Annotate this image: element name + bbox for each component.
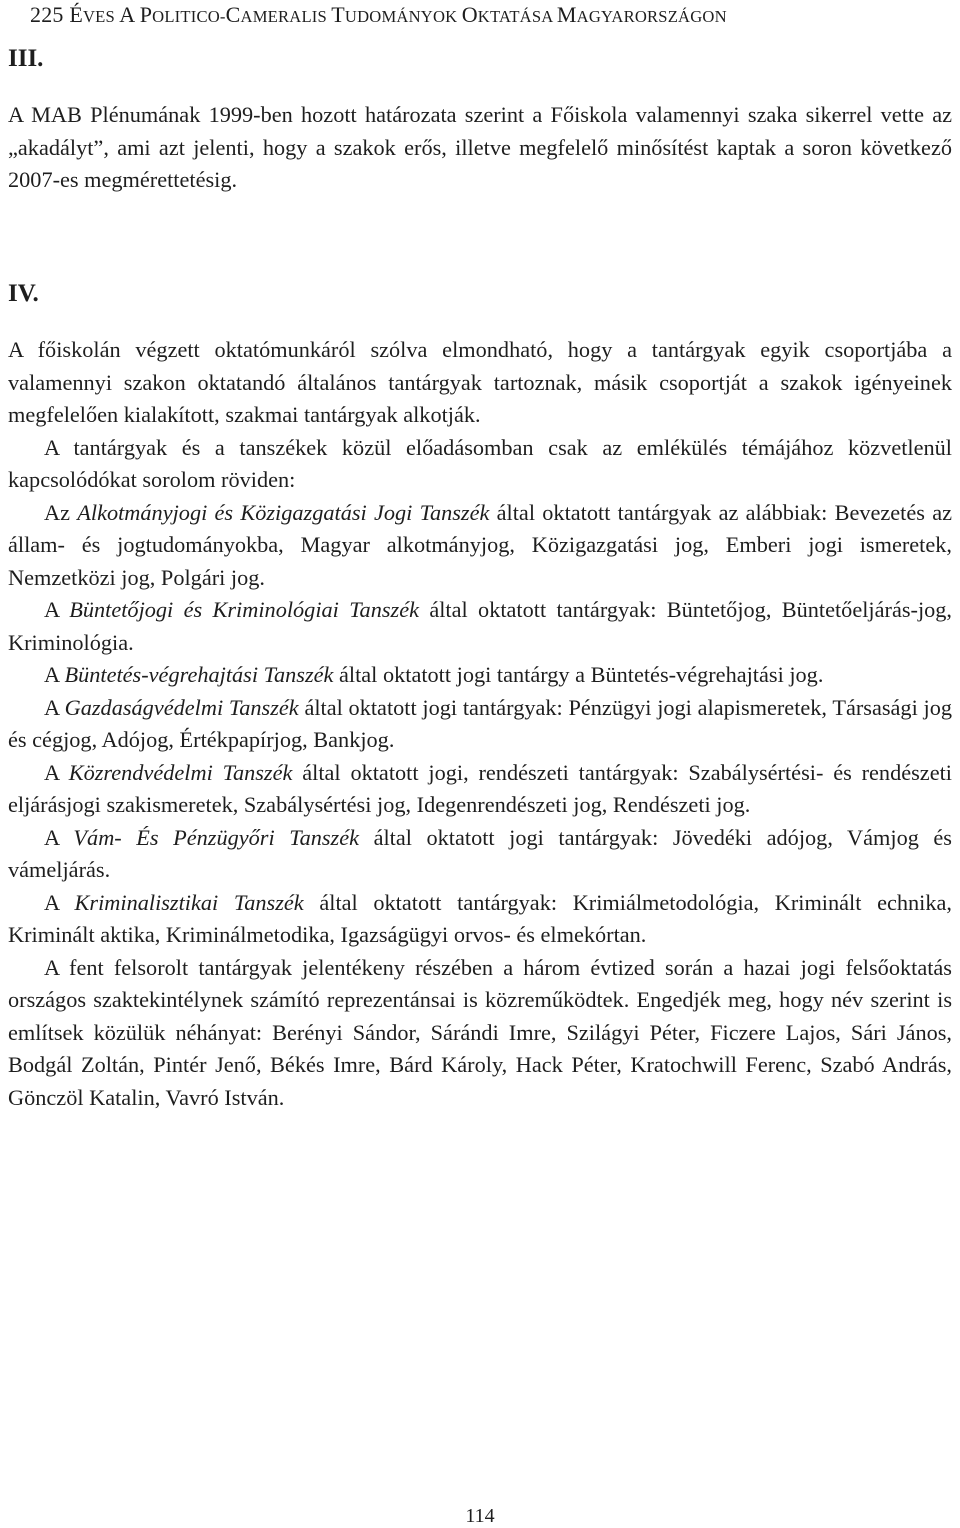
lead-paragraph: A tantárgyak és a tanszékek közül előadásomban csak az emlékülés témájához közvetlenül kapcsolódókat sorolom röviden: (8, 434, 952, 492)
section-3-paragraph (8, 99, 952, 197)
department-paragraph: A Gazdaságvédelmi Tanszék által oktatott jogi tantárgyak: Pénzügyi jogi alapismeretek, Társasági jog és cégjog, Adójog, Értékpapírjog, Bankjog. (8, 694, 952, 752)
section-3-heading: III. (8, 45, 44, 72)
department-name: Vám- És Pénzügyőri Tanszék (73, 824, 360, 850)
department-paragraph: A Vám- És Pénzügyőri Tanszék által oktatott jogi tantárgyak: Jövedéki adójog, Vámjog és vámeljárás. (8, 824, 952, 882)
header-w3: CAMERALIS (225, 2, 332, 27)
header-w2: POLITICO- (139, 2, 226, 27)
department-paragraph: A Közrendvédelmi Tanszék által oktatott jogi, rendészeti tantárgyak: Szabálysértési- és rendészeti eljárásjogi szakismeretek, Szabálysértési jog, Idegenrendészeti jog, Rendészeti jog. (8, 759, 952, 817)
department-name: Büntetőjogi és Kriminológiai Tanszék (69, 597, 419, 622)
department-paragraph: Az Alkotmányjogi és Közigazgatási Jogi Tanszék által oktatott tantárgyak az alábbiak: Bevezetés az állam- és jogtudományokba, Magyar alkotmányjog, Közigazgatási jog, Emberi jogi ismeretek, Nemzetközi jog, Polgári jog. (8, 499, 952, 590)
intro-paragraph: A főiskolán végzett oktatómunkáról szólva elmondható, hogy a tantárgyak egyik csoportjába a valamennyi szakon oktatandó általános tantárgyak tartoznak, másik csoportját a szakok igényeinek megfelelően kialakított, szakmai tantárgyak alkotják. (8, 337, 952, 427)
running-header (30, 2, 950, 28)
department-paragraph: A Kriminalisztikai Tanszék által oktatott tantárgyak: Krimiálmetodológia, Kriminált echnika, Kriminált aktika, Kriminálmetodika, Igazságügyi orvos- és elmekórtan. (8, 889, 952, 947)
header-w0: ÉVES (69, 2, 120, 27)
department-name: Gazdaságvédelmi Tanszék (64, 694, 299, 720)
closing-paragraph: A fent felsorolt tantárgyak jelentékeny részében a három évtized során a hazai jogi felsőoktatás országos szaktekintélynek számító reprezentánsai is közreműködtek. Engedjék meg, hogy név szerint is említsek közülük néhányat: Berényi Sándor, Sárándi Imre, Szilágyi Péter, Ficzere Lajos, Sári János, Bodgál Zoltán, Pintér Jenő, Békés Imre, Bárd Károly, Hack Péter, Kratochwill Ferenc, Szabó András, Gönczöl Katalin, Vavró István. (8, 954, 952, 1110)
page-number: 114 (465, 1505, 495, 1527)
header-w5: OKTATÁSA (461, 2, 557, 27)
department-name: Közrendvédelmi Tanszék (68, 759, 293, 785)
department-name: Büntetés-végrehajtási Tanszék (64, 662, 334, 687)
department-paragraph: A Büntetés-végrehajtási Tanszék által oktatott jogi tantárgy a Büntetés-végrehajtási jog. (44, 662, 824, 687)
section-4-heading: IV. (8, 280, 39, 307)
section-4-body (8, 334, 952, 1114)
department-name: Kriminalisztikai Tanszék (74, 889, 304, 915)
header-prefix: 225 (30, 2, 70, 27)
header-w6: MAGYARORSZÁGON (556, 2, 727, 27)
header-w1: A (119, 2, 136, 27)
header-w4: TUDOMÁNYOK (331, 2, 462, 27)
section-3-text: A MAB Plénumának 1999-ben hozott határozata szerint a Főiskola valamennyi szaka sikerrel vette az „akadályt”, ami azt jelenti, hogy a szakok erős, illetve megfelelő minősítést kaptak a soron következő 2007-es megmérettetésig. (8, 102, 952, 192)
department-name: Alkotmányjogi és Közigazgatási Jogi Tanszék (77, 499, 490, 525)
department-paragraph: A Büntetőjogi és Kriminológiai Tanszék által oktatott tantárgyak: Büntetőjog, Büntetőeljárás-jog, Kriminológia. (8, 597, 953, 655)
